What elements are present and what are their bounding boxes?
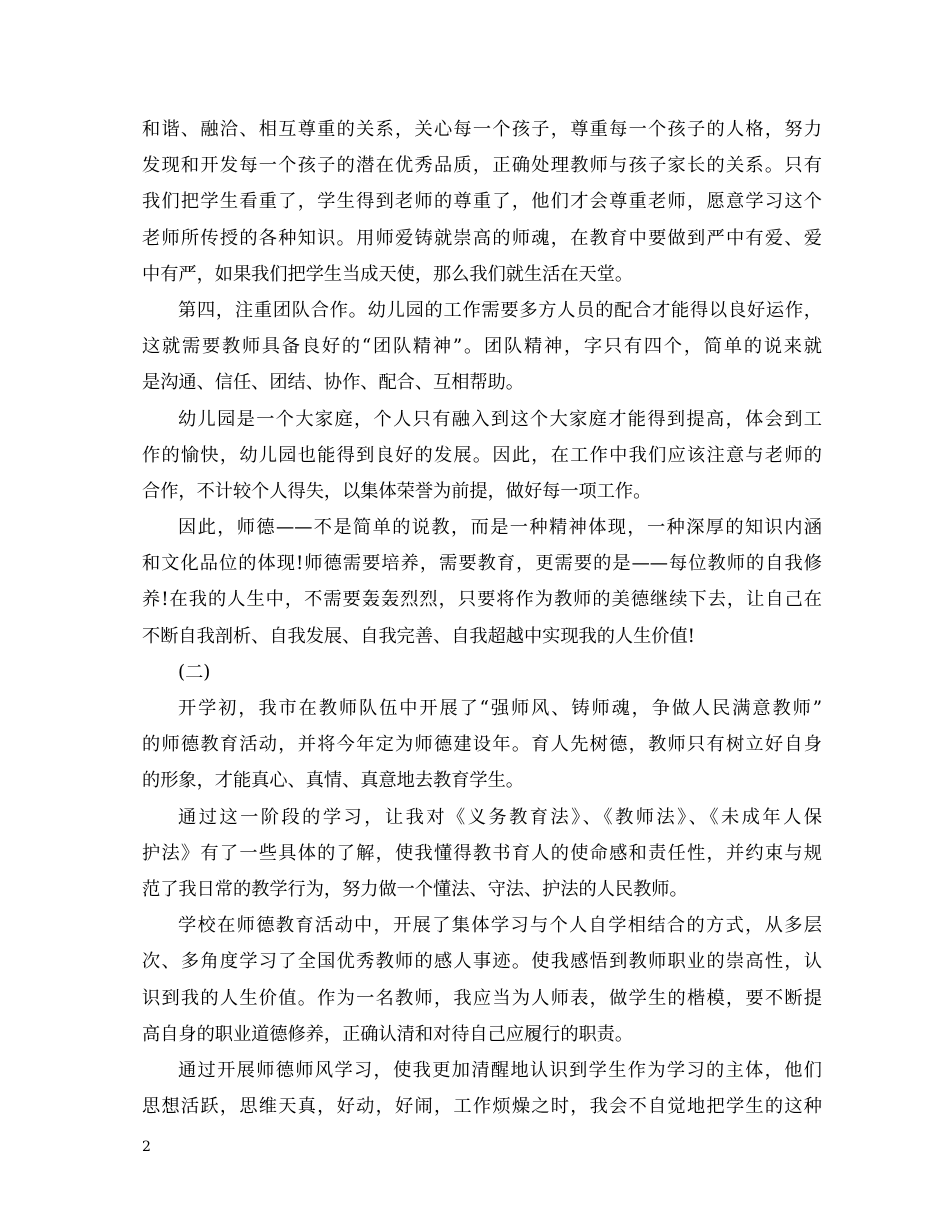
- text-line: 次、多角度学习了全国优秀教师的感人事迹。使我感悟到教师职业的崇高性，认: [142, 951, 822, 973]
- text-line: 这就需要教师具备良好的“团队精神”。团队精神，字只有四个，简单的说来就: [142, 336, 822, 358]
- text-line: 开学初，我市在教师队伍中开展了“强师风、铸师魂，争做人民满意教师”: [178, 698, 822, 719]
- text-line: 通过开展师德师风学习，使我更加清醒地认识到学生作为学习的主体，他们: [178, 1059, 822, 1081]
- text-line: 学校在师德教育活动中，开展了集体学习与个人自学相结合的方式，从多层: [178, 915, 822, 937]
- text-line: 高自身的职业道德修养，正确认清和对待自己应履行的职责。: [142, 1023, 634, 1045]
- text-line: 是沟通、信任、团结、协作、配合、互相帮助。: [142, 372, 524, 394]
- text-line: (二): [178, 661, 211, 683]
- text-line: 第四，注重团队合作。幼儿园的工作需要多方人员的配合才能得以良好运作，: [178, 299, 822, 321]
- text-line: 不断自我剖析、自我发展、自我完善、自我超越中实现我的人生价值!: [142, 625, 695, 647]
- text-line: 的形象，才能真心、真情、真意地去教育学生。: [142, 770, 524, 792]
- text-line: 中有严，如果我们把学生当成天使，那么我们就生活在天堂。: [142, 263, 634, 285]
- text-line: 合作，不计较个人得失，以集体荣誉为前提，做好每一项工作。: [142, 480, 652, 502]
- text-line: 范了我日常的教学行为，努力做一个懂法、守法、护法的人民教师。: [142, 878, 688, 900]
- text-line: 的师德教育活动，并将今年定为师德建设年。育人先树德，教师只有树立好自身: [142, 734, 822, 756]
- text-line: 因此，师德——不是简单的说教，而是一种精神体现，一种深厚的知识内涵: [178, 517, 822, 539]
- text-line: 老师所传授的各种知识。用师爱铸就崇高的师魂，在教育中要做到严中有爱、爱: [142, 227, 822, 249]
- document-body: [142, 112, 822, 1125]
- page-number: 2: [142, 1139, 151, 1155]
- text-line: 和文化品位的体现!师德需要培养，需要教育，更需要的是——每位教师的自我修: [142, 553, 822, 575]
- text-line: 幼儿园是一个大家庭，个人只有融入到这个大家庭才能得到提高，体会到工: [178, 408, 822, 430]
- text-line: 我们把学生看重了，学生得到老师的尊重了，他们才会尊重老师，愿意学习这个: [142, 191, 822, 213]
- text-line: 发现和开发每一个孩子的潜在优秀品质，正确处理教师与孩子家长的关系。只有: [142, 155, 822, 177]
- text-line: 护法》有了一些具体的了解，使我懂得教书育人的使命感和责任性，并约束与规: [142, 842, 822, 864]
- text-line: 通过这一阶段的学习，让我对《义务教育法》、《教师法》、《未成年人保: [178, 806, 822, 828]
- text-line: 作的愉快，幼儿园也能得到良好的发展。因此，在工作中我们应该注意与老师的: [142, 444, 822, 466]
- text-line: 养!在我的人生中，不需要轰轰烈烈，只要将作为教师的美德继续下去，让自己在: [142, 589, 822, 611]
- text-line: 思想活跃，思维天真，好动，好闹，工作烦燥之时，我会不自觉地把学生的这种: [142, 1096, 822, 1118]
- text-line: 和谐、融洽、相互尊重的关系，关心每一个孩子，尊重每一个孩子的人格，努力: [142, 119, 822, 140]
- text-line: 识到我的人生价值。作为一名教师，我应当为人师表，做学生的楷模，要不断提: [142, 987, 822, 1009]
